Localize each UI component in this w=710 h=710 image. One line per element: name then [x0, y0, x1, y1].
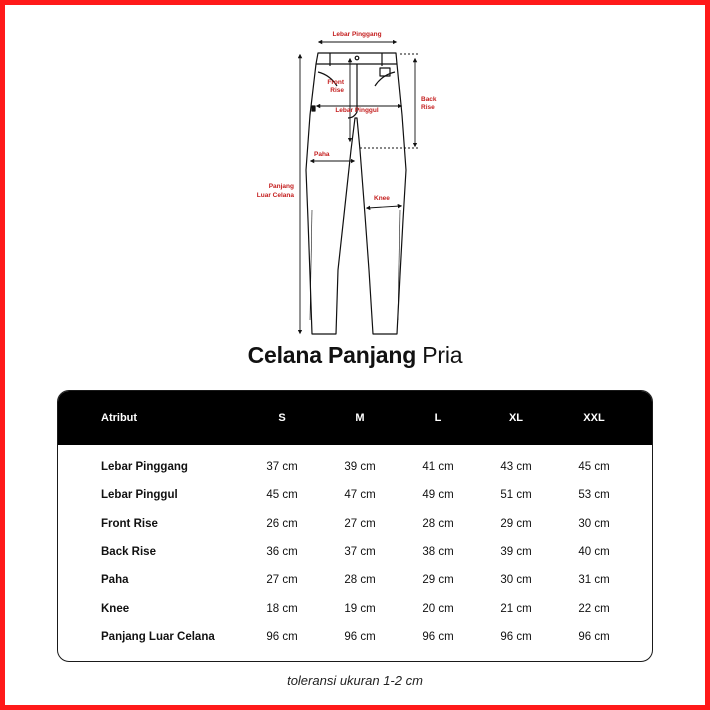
row-value: 39 cm: [344, 461, 376, 473]
table-row: [58, 461, 652, 489]
row-attribute: Back Rise: [101, 546, 156, 558]
row-attribute: Front Rise: [101, 518, 158, 530]
row-value: 29 cm: [500, 518, 532, 530]
row-value: 28 cm: [422, 518, 454, 530]
label-front-rise-2: Rise: [330, 87, 344, 94]
label-outseam-2: Luar Celana: [256, 192, 294, 199]
row-value: 22 cm: [578, 603, 610, 615]
row-value: 96 cm: [422, 631, 454, 643]
pants-measurement-diagram: [240, 20, 470, 345]
label-knee: Knee: [374, 195, 390, 202]
row-attribute: Lebar Pinggang: [101, 461, 188, 473]
row-value: 96 cm: [344, 631, 376, 643]
table-header: [58, 391, 652, 445]
row-value: 27 cm: [266, 574, 298, 586]
table-row: [58, 603, 652, 631]
table-row: [58, 518, 652, 546]
row-value: 38 cm: [422, 546, 454, 558]
label-back-rise-1: Back: [421, 96, 437, 103]
table-row: [58, 631, 652, 659]
page-title: [0, 342, 710, 369]
row-value: 45 cm: [266, 489, 298, 501]
pants-illustration: [240, 20, 470, 345]
row-value: 37 cm: [344, 546, 376, 558]
row-value: 43 cm: [500, 461, 532, 473]
row-value: 96 cm: [500, 631, 532, 643]
row-value: 18 cm: [266, 603, 298, 615]
table-row: [58, 546, 652, 574]
row-value: 27 cm: [344, 518, 376, 530]
row-value: 40 cm: [578, 546, 610, 558]
row-value: 19 cm: [344, 603, 376, 615]
title-bold: Celana Panjang: [247, 342, 417, 368]
label-outseam-1: Panjang: [268, 183, 294, 190]
row-value: 37 cm: [266, 461, 298, 473]
label-front-rise-1: Front: [327, 79, 344, 86]
row-value: 47 cm: [344, 489, 376, 501]
row-value: 96 cm: [266, 631, 298, 643]
header-attribute: Atribut: [101, 412, 138, 424]
table-row: [58, 489, 652, 517]
row-value: 26 cm: [266, 518, 298, 530]
header-size-xl: XL: [508, 412, 524, 424]
row-value: 20 cm: [422, 603, 454, 615]
row-value: 31 cm: [578, 574, 610, 586]
row-attribute: Lebar Pinggul: [101, 489, 178, 501]
tolerance-note: toleransi ukuran 1-2 cm: [287, 673, 423, 688]
header-size-xxl: XXL: [583, 412, 605, 424]
row-value: 53 cm: [578, 489, 610, 501]
row-attribute: Knee: [101, 603, 130, 615]
label-thigh: Paha: [314, 151, 330, 158]
header-size-m: M: [355, 412, 365, 424]
table-row: [58, 574, 652, 602]
row-value: 21 cm: [500, 603, 532, 615]
row-value: 28 cm: [344, 574, 376, 586]
row-attribute: Panjang Luar Celana: [101, 631, 215, 643]
row-value: 36 cm: [266, 546, 298, 558]
title-light: Pria: [422, 342, 463, 368]
row-value: 51 cm: [500, 489, 532, 501]
row-value: 29 cm: [422, 574, 454, 586]
row-value: 39 cm: [500, 546, 532, 558]
label-back-rise-2: Rise: [421, 104, 435, 111]
header-size-s: S: [278, 412, 286, 424]
size-table: [57, 390, 653, 662]
row-value: 30 cm: [500, 574, 532, 586]
pants-outline: [306, 53, 406, 334]
row-attribute: Paha: [101, 574, 129, 586]
row-value: 41 cm: [422, 461, 454, 473]
row-value: 30 cm: [578, 518, 610, 530]
label-waist: Lebar Pinggang: [332, 31, 382, 38]
label-hip: Lebar Pinggul: [335, 107, 379, 114]
header-size-l: L: [434, 412, 442, 424]
row-value: 45 cm: [578, 461, 610, 473]
row-value: 96 cm: [578, 631, 610, 643]
row-value: 49 cm: [422, 489, 454, 501]
